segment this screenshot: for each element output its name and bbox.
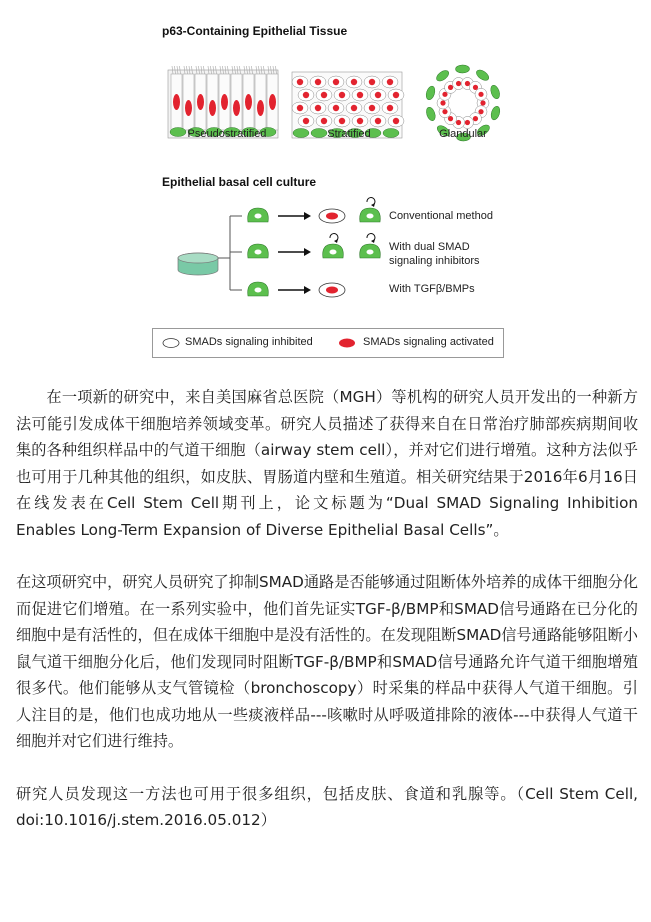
article-paragraph-3: 研究人员发现这一方法也可用于很多组织，包括皮肤、食道和乳腺等。（Cell Stem Cell, doi:10.1016/j.stem.2016.05.012）: [16, 784, 638, 829]
article-paragraph-2: 在这项研究中，研究人员研究了抑制SMAD通路是否能够通过阻断体外培养的成体干细胞分化而促进它们增殖。在一系列实验中，他们首先证实TGF-β/BMP和SMAD信号通路在已分化的细胞中是有活性的，但在成体干细胞中是没有活性的。在发现阻断SMAD信号通路能够阻断小鼠气道干细胞分化后，他们发现同时阻断TGF-β/BMP和SMAD信号通路允许气道干细胞增殖很多代。他们能够从支气管镜检（bronchoscopy）时采集的样品中获得人气道干细胞。引人注目的是，他们也成功地从一些痰液样品---咳嗽时从呼吸道排除的液体---中获得人气道干细胞并对它们进行维持。: [16, 573, 638, 750]
tissue-figure-title: p63-Containing Epithelial Tissue: [162, 24, 348, 38]
petri-dish-icon: [178, 253, 218, 275]
tissue-label-pseudostratified: Pseudostratified: [187, 128, 267, 140]
method-dual-smad: With dual SMAD signaling inhibitors: [389, 241, 480, 267]
culture-diagram: [0, 190, 651, 310]
tissue-diagram: [0, 40, 651, 170]
article-body: [16, 384, 638, 834]
figure: [0, 0, 651, 370]
activated-cell-icon: [337, 337, 357, 349]
culture-figure-title: Epithelial basal cell culture: [162, 175, 317, 189]
method-conventional: Conventional method: [389, 210, 493, 222]
method-tgfb-bmps: With TGFβ/BMPs: [389, 283, 475, 295]
article-paragraph-1: 在一项新的研究中，来自美国麻省总医院（MGH）等机构的研究人员开发出的一种新方法可能引发成体干细胞培养领域变革。研究人员描述了获得来自在日常治疗肺部疾病期间收集的各种组织样品中的气道干细胞（airway stem cell），并对它们进行增殖。这种方法似乎也可用于几种其他的组织，如皮肤、胃肠道内壁和生殖道。相关研究结果于2016年6月16日在线发表在Cell Stem Cell期刊上，论文标题为“Dual SMAD Signaling Inhibition Enables Long-Term Expansion of Diverse Epithelial Basal Cells”。: [16, 388, 638, 539]
legend-activated-label: SMADs signaling activated: [363, 336, 494, 348]
figure-legend: [152, 328, 504, 358]
legend-inhibited-label: SMADs signaling inhibited: [185, 336, 313, 348]
tissue-label-stratified: Stratified: [327, 128, 371, 140]
tissue-label-glandular: Glandular: [439, 128, 487, 140]
inhibited-cell-icon: [161, 337, 181, 349]
